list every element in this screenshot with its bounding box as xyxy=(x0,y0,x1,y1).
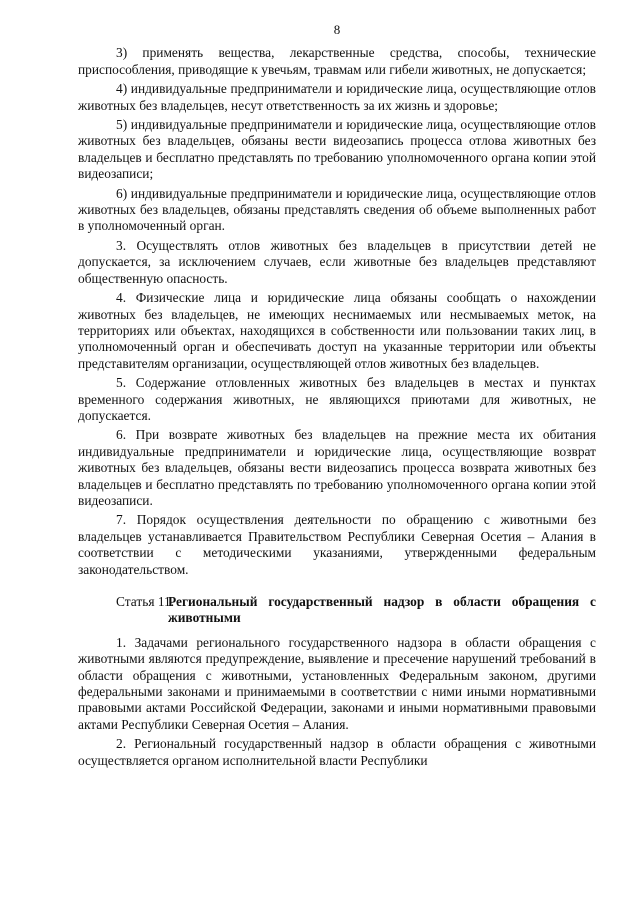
paragraph-part-4: 4. Физические лица и юридические лица обязаны сообщать о нахождении животных без владельцев, не имеющих неснимаемых или несмываемых меток, на территориях или объектах, находящихся в собственности или пользовании таких лиц, в уполномоченный орган и обеспечивать доступ на указанные территории или объекты представителям организации, осуществляющей отлов животных без владельцев. xyxy=(78,290,596,371)
paragraph-part-5: 5. Содержание отловленных животных без владельцев в местах и пунктах временного содержания животных, не являющихся приютами для животных, не допускается. xyxy=(78,375,596,423)
paragraph-part-7: 7. Порядок осуществления деятельности по обращению с животными без владельцев устанавливается Правительством Республики Северная Осетия – Алания в соответствии с методическими указаниями, утвержденными федеральным законодательством. xyxy=(78,512,596,577)
paragraph-item-3: 3) применять вещества, лекарственные средства, способы, технические приспособления, приводящие к увечьям, травмам или гибели животных, не допускается; xyxy=(78,45,596,77)
page-number: 8 xyxy=(333,22,341,37)
article-title: Региональный государственный надзор в области обращения с животными xyxy=(168,594,596,626)
article-number: Статья 11. xyxy=(116,594,175,609)
paragraph-item-4: 4) индивидуальные предприниматели и юридические лица, осуществляющие отлов животных без владельцев, несут ответственность за их жизнь и здоровье; xyxy=(78,81,596,113)
document-page xyxy=(78,22,596,772)
article-heading xyxy=(78,594,596,627)
paragraph-part-6: 6. При возврате животных без владельцев на прежние места их обитания индивидуальные предприниматели и юридические лица, осуществляющие возврат животных без владельцев, обязаны вести видеозапись процесса возврата животных без владельцев и бесплатно представлять по требованию уполномоченного органа копии этой видеозаписи. xyxy=(78,427,596,508)
article-paragraph-1: 1. Задачами регионального государственного надзора в области обращения с животными являются предупреждение, выявление и пресечение нарушений требований в области обращения с животными, установленных Федеральным законом, другими федеральными законами и принимаемыми в соответствии с ними иными нормативными правовыми актами Российской Федерации, законами и иными нормативными правовыми актами Республики Северная Осетия – Алания. xyxy=(78,634,596,732)
paragraph-part-3: 3. Осуществлять отлов животных без владельцев в присутствии детей не допускается, за исключением случаев, если животные без владельцев представляют общественную опасность. xyxy=(78,237,596,286)
paragraph-item-6: 6) индивидуальные предприниматели и юридические лица, осуществляющие отлов животных без владельцев, обязаны представлять сведения об объеме выполненных работ в уполномоченный орган. xyxy=(78,185,596,234)
paragraph-item-5: 5) индивидуальные предприниматели и юридические лица, осуществляющие отлов животных без владельцев, обязаны вести видеозапись процесса отлова животных без владельцев и бесплатно представлять по требованию уполномоченного органа копии этой видеозаписи; xyxy=(78,117,596,182)
article-paragraph-2: 2. Региональный государственный надзор в области обращения с животными осуществляется органом исполнительной власти Республики xyxy=(78,736,596,768)
